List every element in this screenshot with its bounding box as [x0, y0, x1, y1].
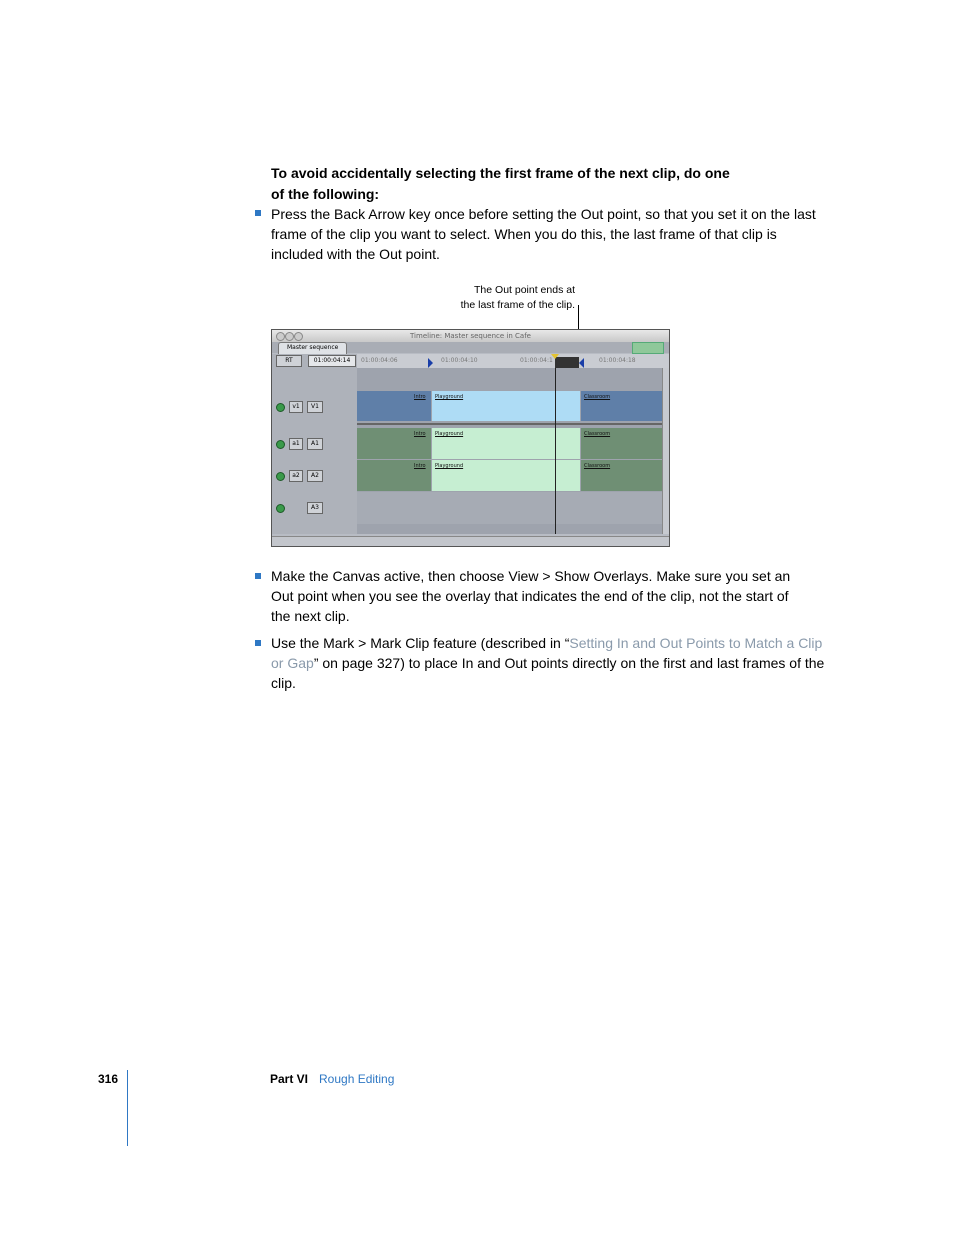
- bullet-item-1: Press the Back Arrow key once before setting the Out point, so that you set it on the last frame of the clip you want to select. When you do this, the last frame of that clip is included with the Out point.: [271, 206, 816, 262]
- rt-menu[interactable]: RT: [276, 355, 302, 367]
- audio-enable-icon[interactable]: [276, 504, 285, 513]
- av-divider: [357, 423, 662, 425]
- callout-text: [375, 283, 575, 313]
- source-track-a2[interactable]: a2: [289, 470, 303, 482]
- bullet-marker: [255, 210, 261, 216]
- render-status-icon: [632, 342, 664, 354]
- clip-classroom-audio-2[interactable]: [581, 460, 662, 491]
- bullet-item-2: Make the Canvas active, then choose View > Show Overlays. Make sure you set an Out point when you see the overlay that indicates the end of the clip, not the start of the next clip.: [271, 568, 791, 624]
- clip-label: Classroom: [584, 431, 611, 437]
- zoom-window-icon[interactable]: [294, 332, 303, 341]
- clip-label: Classroom: [584, 394, 611, 400]
- cross-reference-link[interactable]: Setting In and Out Points to Match a Clip or Gap: [271, 635, 823, 671]
- ruler-timecode-4: 01:00:04:18: [599, 357, 636, 364]
- source-track-v1[interactable]: v1: [289, 401, 303, 413]
- timeline-ruler[interactable]: [357, 354, 669, 369]
- clip-classroom-video[interactable]: [581, 391, 662, 421]
- page-number: 316: [98, 1072, 119, 1086]
- playhead-icon[interactable]: [551, 354, 559, 359]
- clip-classroom-audio-1[interactable]: [581, 428, 662, 459]
- clip-intro-audio-2[interactable]: [357, 460, 431, 491]
- footer-rule: [127, 1070, 128, 1146]
- dest-track-a1[interactable]: A1: [307, 438, 323, 450]
- bullet-item-3: [271, 633, 826, 693]
- timeline-bottom-bar[interactable]: [272, 536, 669, 547]
- tab-master-sequence[interactable]: Master sequence: [278, 342, 347, 354]
- bullet-marker: [255, 573, 261, 579]
- ruler-timecode-1: 01:00:04:06: [361, 357, 398, 364]
- minimize-window-icon[interactable]: [285, 332, 294, 341]
- callout-line-2: the last frame of the clip.: [460, 299, 575, 311]
- footer-part: Part VI: [270, 1072, 309, 1086]
- source-track-a1[interactable]: a1: [289, 438, 303, 450]
- clip-label: Intro: [414, 394, 426, 400]
- dest-track-a2[interactable]: A2: [307, 470, 323, 482]
- section-heading: To avoid accidentally selecting the first frame of the next clip, do one of the following:: [271, 165, 730, 202]
- playhead-line: [555, 368, 556, 534]
- clip-label: Intro: [414, 431, 426, 437]
- clip-label: Playground: [435, 431, 464, 437]
- timeline-tracks: [357, 368, 662, 534]
- audio-enable-icon[interactable]: [276, 472, 285, 481]
- clip-label: Classroom: [584, 463, 611, 469]
- clip-intro-video[interactable]: [357, 391, 431, 421]
- ruler-timecode-2: 01:00:04:10: [441, 357, 478, 364]
- out-point-marker[interactable]: [579, 358, 584, 368]
- dest-track-a3[interactable]: A3: [307, 502, 323, 514]
- track-visibility-icon[interactable]: [276, 403, 285, 412]
- dest-track-v1[interactable]: V1: [307, 401, 323, 413]
- bullet-marker: [255, 640, 261, 646]
- current-timecode-field[interactable]: 01:00:04:14: [308, 355, 356, 367]
- close-window-icon[interactable]: [276, 332, 285, 341]
- vertical-scrollbar[interactable]: [662, 368, 670, 534]
- clip-playground-audio-2[interactable]: [432, 460, 580, 491]
- ruler-timecode-3: 01:00:04:1: [520, 357, 553, 364]
- timeline-window: [271, 329, 670, 547]
- clip-intro-audio-1[interactable]: [357, 428, 431, 459]
- track-a3-empty: [357, 492, 662, 524]
- clip-label: Playground: [435, 394, 464, 400]
- bullet-3-text-before: Use the Mark > Mark Clip feature (described in “: [271, 635, 570, 651]
- clip-label: Intro: [414, 463, 426, 469]
- footer-chapter-link[interactable]: Rough Editing: [319, 1072, 395, 1086]
- bullet-3-text-after: ” on page 327) to place In and Out points directly on the first and last frames of the clip.: [271, 655, 825, 691]
- clip-playground-video[interactable]: [432, 391, 580, 421]
- callout-line-1: The Out point ends at: [474, 284, 575, 296]
- clip-playground-audio-1[interactable]: [432, 428, 580, 459]
- clip-label: Playground: [435, 463, 464, 469]
- in-point-marker[interactable]: [428, 358, 433, 368]
- timeline-title-bar: Timeline: Master sequence in Cafe: [272, 330, 669, 342]
- audio-enable-icon[interactable]: [276, 440, 285, 449]
